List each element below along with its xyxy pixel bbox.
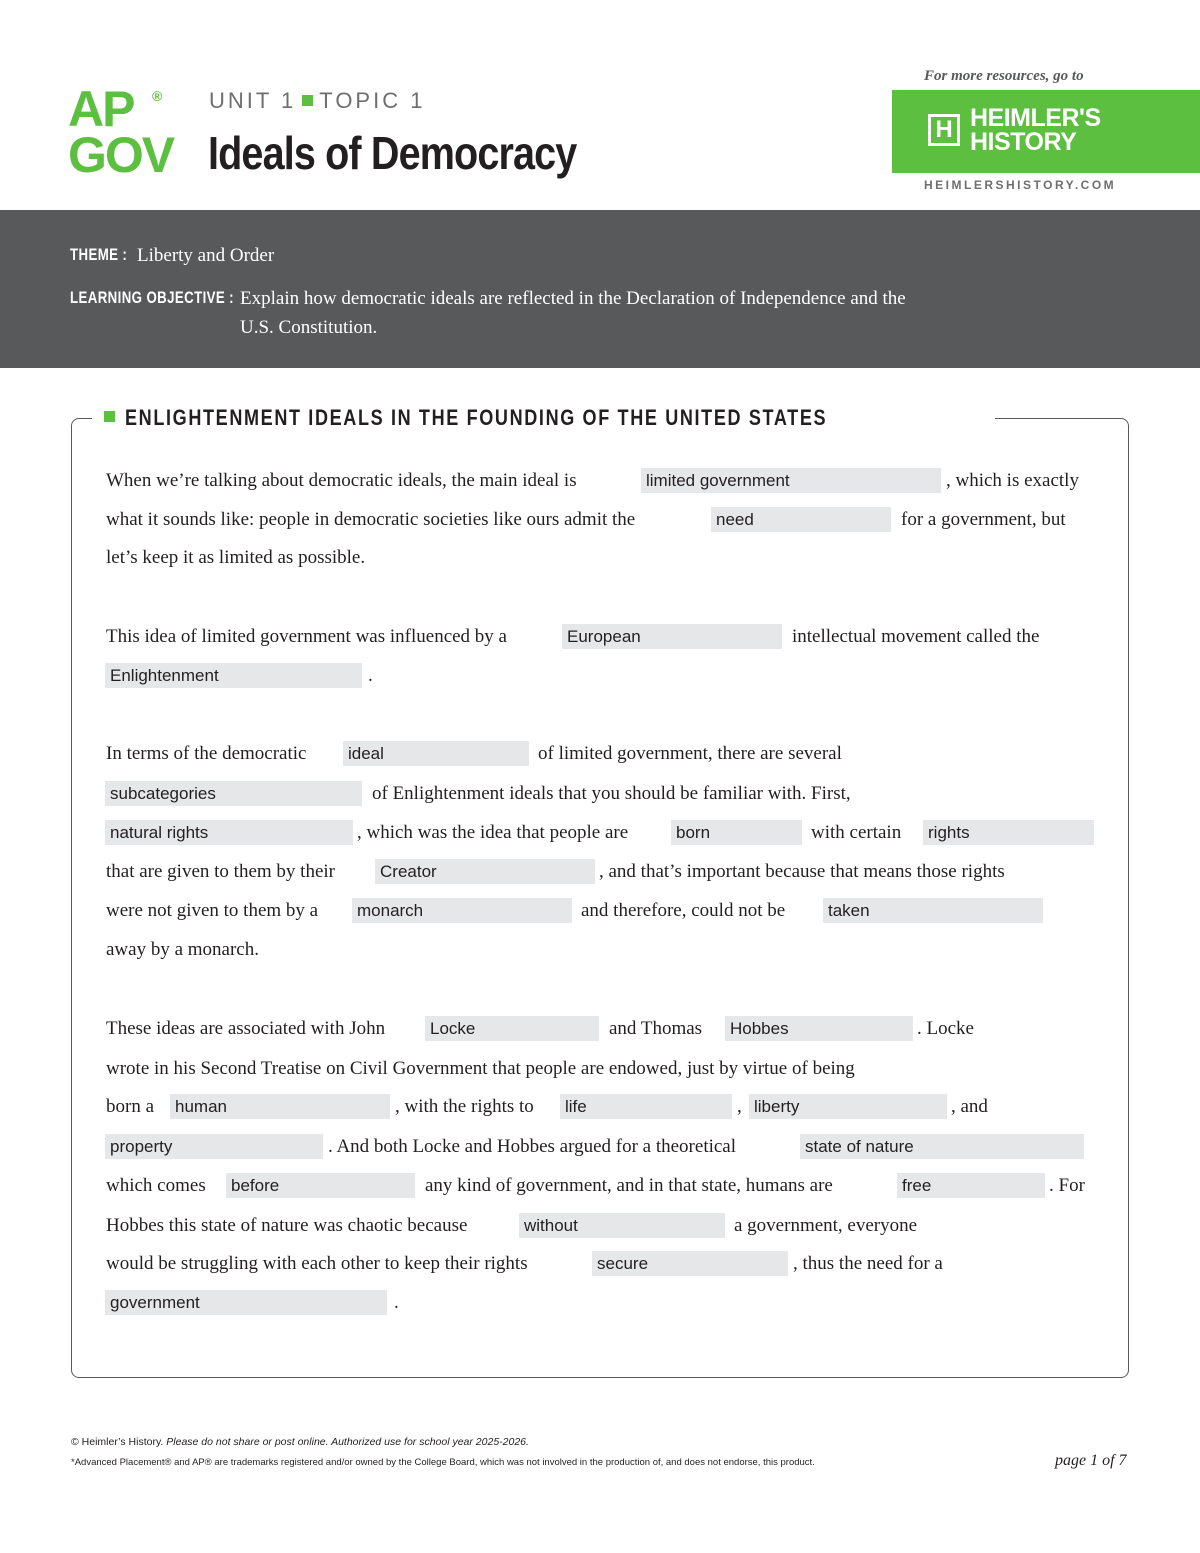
answer-blank[interactable]: born <box>671 820 802 845</box>
body-text: of Enlightenment ideals that you should be familiar with. First, <box>372 783 851 804</box>
body-text: any kind of government, and in that state, humans are <box>425 1175 833 1196</box>
body-text: with certain <box>811 822 902 843</box>
answer-blank[interactable]: secure <box>592 1251 788 1276</box>
answer-blank[interactable]: life <box>560 1094 732 1119</box>
body-text: In terms of the democratic <box>106 743 307 764</box>
answer-blank[interactable]: limited government <box>641 468 941 493</box>
answer-blank[interactable]: subcategories <box>105 781 362 806</box>
answer-blank[interactable]: before <box>226 1173 415 1198</box>
body-text: would be struggling with each other to keep their rights <box>106 1253 528 1274</box>
body-text: This idea of limited government was influenced by a <box>106 626 507 647</box>
body-text: . And both Locke and Hobbes argued for a theoretical <box>328 1136 737 1157</box>
body-text: intellectual movement called the <box>792 626 1040 647</box>
answer-blank[interactable]: Locke <box>425 1016 599 1041</box>
answer-blank[interactable]: property <box>105 1134 323 1159</box>
usage-notice: Please do not share or post online. Authorized use for school year 2025-2026. <box>166 1436 529 1448</box>
body-text: what it sounds like: people in democratic societies like ours admit the <box>106 509 636 530</box>
body-text: These ideas are associated with John <box>106 1018 386 1039</box>
objective-label: LEARNING OBJECTIVE : <box>70 288 234 307</box>
unit-topic-line <box>209 88 425 114</box>
answer-blank[interactable]: human <box>170 1094 390 1119</box>
topic-label: TOPIC 1 <box>319 88 426 113</box>
body-text: . <box>368 665 373 686</box>
page-number: page 1 of 7 <box>1055 1452 1127 1469</box>
resources-text: For more resources, go to <box>924 68 1084 84</box>
body-text: away by a monarch. <box>106 939 259 960</box>
objective-line-2: U.S. Constitution. <box>240 317 378 338</box>
brand-name-line1: HEIMLER'S <box>970 104 1101 132</box>
answer-blank[interactable]: liberty <box>749 1094 947 1119</box>
answer-blank[interactable]: rights <box>923 820 1094 845</box>
theme-value: Liberty and Order <box>137 245 275 266</box>
body-text: , which was the idea that people are <box>357 822 629 843</box>
answer-blank[interactable]: Creator <box>375 859 595 884</box>
ap-gov-logo <box>68 81 198 184</box>
body-text: and therefore, could not be <box>581 900 786 921</box>
unit-label: UNIT 1 <box>209 88 297 113</box>
logo-gov: GOV <box>68 127 174 183</box>
brand-name <box>970 106 1101 154</box>
site-link[interactable]: HEIMLERSHISTORY.COM <box>924 178 1117 192</box>
answer-blank[interactable]: Enlightenment <box>105 663 362 688</box>
body-text: , which is exactly <box>946 470 1079 491</box>
section-heading <box>92 405 995 431</box>
page-title: Ideals of Democracy <box>208 127 577 179</box>
body-text: that are given to them by their <box>106 861 335 882</box>
theme-label: THEME : <box>70 245 128 264</box>
body-text: When we’re talking about democratic ideals, the main ideal is <box>106 470 577 491</box>
body-text: , and that’s important because that means those rights <box>599 861 1005 882</box>
body-text: of limited government, there are several <box>538 743 842 764</box>
body-text: born a <box>106 1096 155 1117</box>
body-text: Hobbes this state of nature was chaotic because <box>106 1215 468 1236</box>
answer-blank[interactable]: monarch <box>352 898 572 923</box>
answer-blank[interactable]: without <box>519 1213 725 1238</box>
body-text: for a government, but <box>901 509 1066 530</box>
heimlers-history-logo[interactable] <box>892 90 1200 173</box>
body-text: . Locke <box>917 1018 974 1039</box>
body-text: , and <box>951 1096 988 1117</box>
body-text: wrote in his Second Treatise on Civil Government that people are endowed, just by virtue of being <box>106 1058 855 1079</box>
theme-band <box>0 210 1200 368</box>
answer-blank[interactable]: Hobbes <box>725 1016 913 1041</box>
body-text: , thus the need for a <box>793 1253 943 1274</box>
answer-blank[interactable]: ideal <box>343 741 529 766</box>
section-heading-text: ENLIGHTENMENT IDEALS IN THE FOUNDING OF THE UNITED STATES <box>125 405 828 430</box>
footer-copyright <box>71 1436 529 1448</box>
answer-blank[interactable]: need <box>711 507 891 532</box>
body-text: . <box>394 1292 399 1313</box>
footer-trademark: *Advanced Placement® and AP® are trademarks registered and/or owned by the College Board, which was not involved in the production of, and does not endorse, this product. <box>71 1457 815 1468</box>
answer-blank[interactable]: taken <box>823 898 1043 923</box>
body-text: , with the rights to <box>395 1096 534 1117</box>
answer-blank[interactable]: European <box>562 624 782 649</box>
answer-blank[interactable]: state of nature <box>800 1134 1084 1159</box>
body-text: , <box>737 1096 742 1117</box>
body-text: were not given to them by a <box>106 900 319 921</box>
h-logo-icon: H <box>928 114 960 146</box>
copyright-text: © Heimler’s History. <box>71 1436 164 1448</box>
logo-ap: AP <box>68 81 134 137</box>
body-text: and Thomas <box>609 1018 703 1039</box>
objective-line-1: Explain how democratic ideals are reflected in the Declaration of Independence and the <box>240 288 906 309</box>
green-square-bullet <box>104 411 115 422</box>
body-text: let’s keep it as limited as possible. <box>106 547 366 568</box>
answer-blank[interactable]: free <box>897 1173 1045 1198</box>
answer-blank[interactable]: government <box>105 1290 387 1315</box>
logo-registered-mark: ® <box>152 88 163 104</box>
answer-blank[interactable]: natural rights <box>105 820 353 845</box>
body-text: which comes <box>106 1175 206 1196</box>
body-text: a government, everyone <box>734 1215 918 1236</box>
brand-name-line2: HISTORY <box>970 128 1077 156</box>
body-text: . For <box>1049 1175 1085 1196</box>
green-square-bullet <box>302 95 313 106</box>
